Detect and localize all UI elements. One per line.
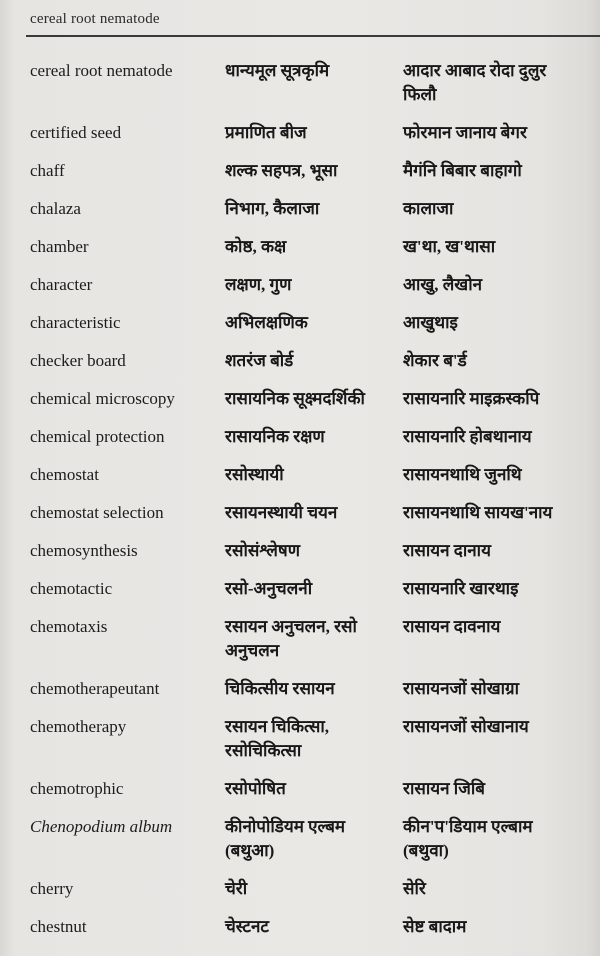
hindi-translation: रसोपोषित	[225, 779, 286, 798]
english-term: chemostat selection	[30, 503, 164, 522]
english-term: chemosynthesis	[30, 541, 138, 560]
hindi-translation: रसोस्थायी	[225, 465, 284, 484]
glossary-row	[30, 539, 594, 563]
bodo-translation: रासायनथाथि सायख'नाय	[403, 503, 553, 522]
bodo-translation: रासायनथाथि जुनथि	[403, 465, 522, 484]
bodo-translation: रासायनजों सोखाग्रा	[403, 679, 520, 698]
bodo-translation: कीन'प'डियाम एल्बाम (बथुवा)	[403, 817, 533, 860]
english-term: chemotherapy	[30, 717, 127, 736]
glossary-row	[30, 349, 594, 373]
hindi-translation: चिकित्सीय रसायन	[225, 679, 335, 698]
hindi-translation: अभिलक्षणिक	[225, 313, 308, 332]
english-term: certified seed	[30, 123, 122, 142]
glossary-row	[30, 273, 594, 297]
english-term: characteristic	[30, 313, 121, 332]
bodo-translation: आखु, लैखोन	[403, 275, 483, 294]
bodo-translation: रासायनारि माइक्रस्कपि	[403, 389, 540, 408]
english-term: chemical protection	[30, 427, 165, 446]
hindi-translation: कीनोपोडियम एल्बम (बथुआ)	[225, 817, 346, 860]
glossary-row	[30, 815, 594, 863]
english-term: chemical microscopy	[30, 389, 175, 408]
hindi-translation: धान्यमूल सूत्रकृमि	[225, 61, 330, 80]
hindi-translation: रासायनिक रक्षण	[225, 427, 325, 446]
english-term: cherry	[30, 879, 74, 898]
glossary-row	[30, 877, 594, 901]
hindi-translation: शल्क सहपत्र, भूसा	[225, 161, 338, 180]
bodo-translation: फोरमान जानाय बेगर	[403, 123, 527, 142]
hindi-translation: चेस्टनट	[225, 917, 269, 936]
bodo-translation: आदार आबाद रोदा दुलुर फिलौ	[403, 61, 547, 104]
glossary-row	[30, 615, 594, 663]
glossary-row	[30, 463, 594, 487]
glossary-row	[30, 777, 594, 801]
hindi-translation: रसायनस्थायी चयन	[225, 503, 338, 522]
english-term: chemostat	[30, 465, 99, 484]
glossary-row	[30, 197, 594, 221]
english-term: chemotherapeutant	[30, 679, 160, 698]
glossary-row	[30, 715, 594, 763]
glossary-row	[30, 915, 594, 939]
bodo-translation: रासायन जिबि	[403, 779, 485, 798]
hindi-translation: रसायन चिकित्सा, रसोचिकित्सा	[225, 717, 330, 760]
glossary-row	[30, 121, 594, 145]
hindi-translation: रासायनिक सूक्ष्मदर्शिकी	[225, 389, 365, 408]
english-term: checker board	[30, 351, 126, 370]
running-head: cereal root nematode	[30, 11, 160, 27]
english-term: chemotaxis	[30, 617, 108, 636]
bodo-translation: शेकार ब'र्ड	[403, 351, 467, 370]
bodo-translation: रासायन दानाय	[403, 541, 491, 560]
glossary-row	[30, 387, 594, 411]
bodo-translation: सेष्ट बादाम	[403, 917, 467, 936]
glossary-row	[30, 501, 594, 525]
english-term: chaff	[30, 161, 65, 180]
bodo-translation: मैगंनि बिबार बाहागो	[403, 161, 522, 180]
glossary-row	[30, 235, 594, 259]
glossary-row	[30, 159, 594, 183]
hindi-translation: रसोसंश्लेषण	[225, 541, 300, 560]
bodo-translation: ख'था, ख'थासा	[403, 237, 496, 256]
hindi-translation: चेरी	[225, 879, 248, 898]
english-term: character	[30, 275, 93, 294]
glossary-row	[30, 577, 594, 601]
hindi-translation: रसो-अनुचलनी	[225, 579, 313, 598]
english-term: cereal root nematode	[30, 61, 173, 80]
bodo-translation: रासायनजों सोखानाय	[403, 717, 529, 736]
bodo-translation: रासायनारि होबथानाय	[403, 427, 532, 446]
glossary-row	[30, 311, 594, 335]
bodo-translation: कालाजा	[403, 199, 454, 218]
bodo-translation: रासायनारि खारथाइ	[403, 579, 519, 598]
hindi-translation: शतरंज बोर्ड	[225, 351, 294, 370]
english-term: Chenopodium album	[30, 817, 173, 836]
english-term: chemotrophic	[30, 779, 124, 798]
hindi-translation: लक्षण, गुण	[225, 275, 292, 294]
hindi-translation: कोष्ठ, कक्ष	[225, 237, 287, 256]
hindi-translation: निभाग, कैलाजा	[225, 199, 320, 218]
hindi-translation: रसायन अनुचलन, रसो अनुचलन	[225, 617, 357, 660]
bodo-translation: आखुथाइ	[403, 313, 458, 332]
glossary-row	[30, 677, 594, 701]
english-term: chemotactic	[30, 579, 113, 598]
english-term: chamber	[30, 237, 89, 256]
hindi-translation: प्रमाणित बीज	[225, 123, 307, 142]
glossary-row	[30, 59, 594, 107]
glossary-row	[30, 425, 594, 449]
bodo-translation: रासायन दावनाय	[403, 617, 501, 636]
english-term: chalaza	[30, 199, 81, 218]
english-term: chestnut	[30, 917, 87, 936]
bodo-translation: सेरि	[403, 879, 426, 898]
glossary-table	[0, 37, 600, 939]
